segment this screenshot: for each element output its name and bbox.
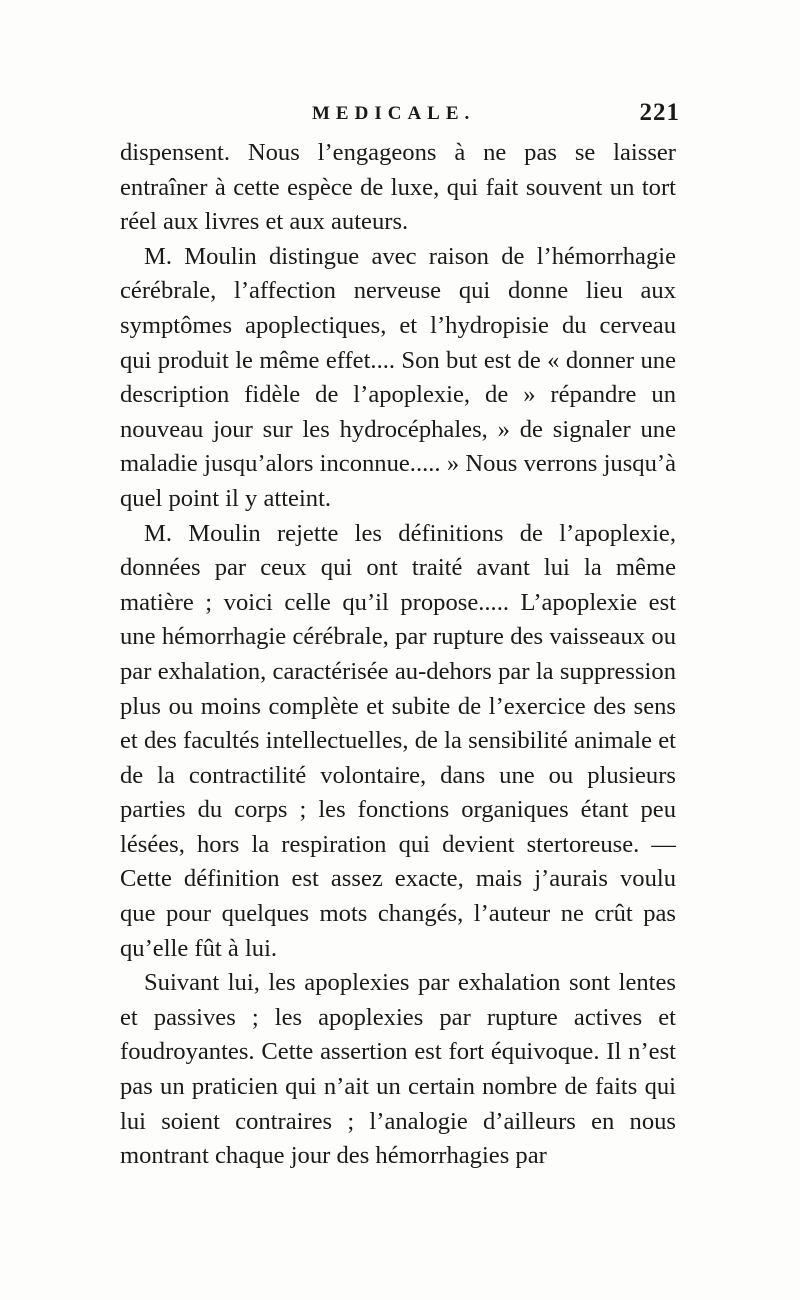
paragraph-4: Suivant lui, les apoplexies par exhalation sont lentes et passives ; les apoplexies par rupture actives et foudroyantes. Cette assertion est fort équivoque. Il n’est pas un praticien qui n’ait un certain nombre de faits qui lui soient contraires ; l’analogie d’ailleurs en nous montrant chaque jour des hémorrhagies par [120,969,676,1170]
paragraph-3: M. Moulin rejette les définitions de l’apoplexie, données par ceux qui ont traité avant lui la même matière ; voici celle qu’il propose..... L’apoplexie est une hémorrhagie cérébrale, par rupture des vaisseaux ou par exhalation, caractérisée au-dehors par la suppression plus ou moins complète et subite de l’exercice des sens et des facultés intellectuelles, de la sensibilité animale et de la contractilité volontaire, dans une ou plusieurs parties du corps ; les fonctions organiques étant peu lésées, hors la respiration qui devient stertoreuse. — Cette définition est assez exacte, mais j’aurais voulu que pour quelques mots changés, l’auteur ne crût pas qu’elle fût à lui. [120,519,676,962]
body-text [120,136,676,1174]
page-number: 221 [639,99,680,126]
running-head [120,95,680,135]
paragraph-1: dispensent. Nous l’engageons à ne pas se laisser entraîner à cette espèce de luxe, qui fait souvent un tort réel aux livres et aux auteurs. [120,139,676,236]
running-title: MEDICALE. [312,103,476,124]
paragraph-2: M. Moulin distingue avec raison de l’hémorrhagie cérébrale, l’affection nerveuse qui donne lieu aux symptômes apoplectiques, et l’hydropisie du cerveau qui produit le même effet.... Son but est de « donner une description fidèle de l’apoplexie, de » répandre un nouveau jour sur les hydrocéphales, » de signaler une maladie jusqu’alors inconnue..... » Nous verrons jusqu’à quel point il y atteint. [120,242,676,512]
